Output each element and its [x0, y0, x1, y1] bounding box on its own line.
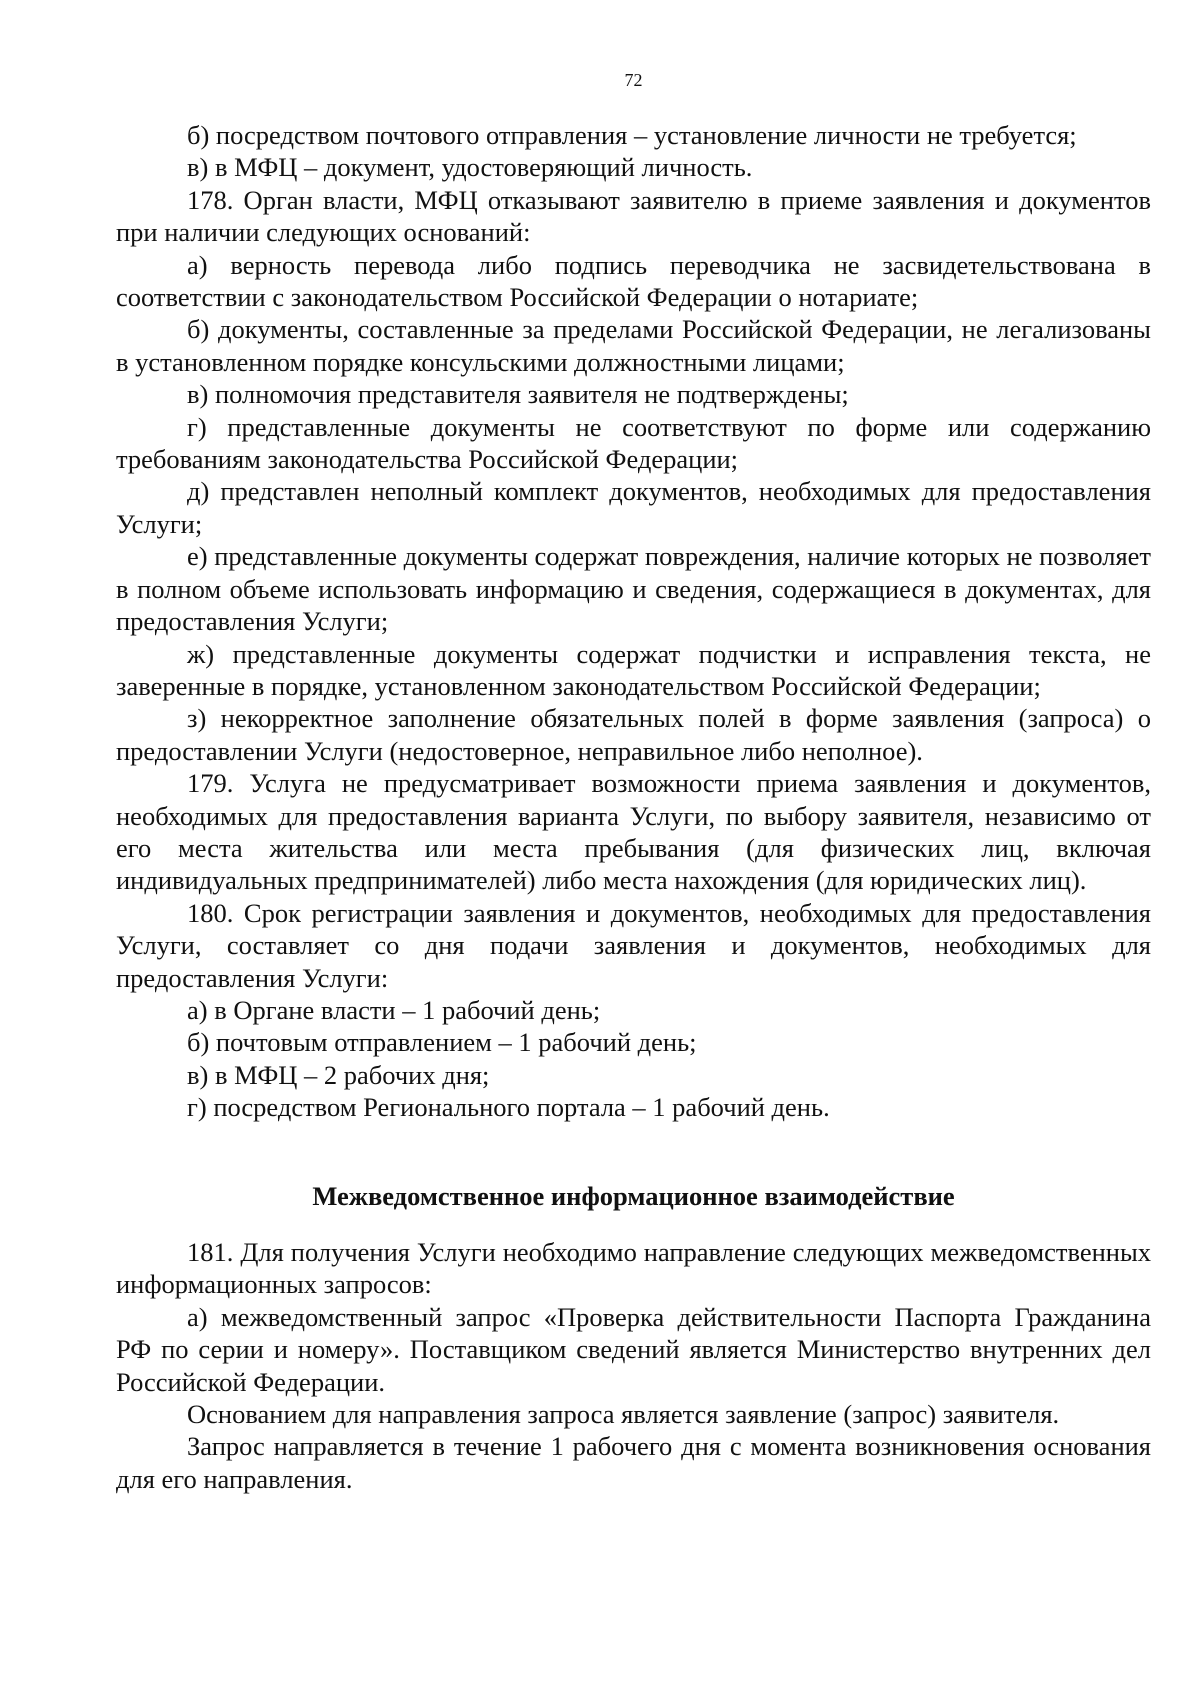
paragraph-180-g: г) посредством Регионального портала – 1 рабочий день.: [187, 1092, 830, 1123]
paragraph-178-z: з) некорректное заполнение обязательных полей в форме заявления (запроса) о предоставлении Услуги (недостоверное, неправильное либо неполное).: [116, 703, 1151, 766]
paragraph-180: 180. Срок регистрации заявления и документов, необходимых для предоставления Услуги, составляет со дня подачи заявления и документов, необходимых для предоставления Услуги:: [116, 897, 1151, 993]
paragraph-180-b: б) почтовым отправлением – 1 рабочий день;: [187, 1027, 697, 1058]
paragraph-b-postal: б) посредством почтового отправления – установление личности не требуется;: [187, 120, 1077, 150]
paragraph-v-mfc: в) в МФЦ – документ, удостоверяющий личность.: [187, 152, 753, 183]
paragraph-181-a: а) межведомственный запрос «Проверка действительности Паспорта Гражданина РФ по серии и номеру». Поставщиком сведений является Министерство внутренних дел Российской Федерации.: [116, 1301, 1151, 1397]
paragraph-178-v: в) полномочия представителя заявителя не подтверждены;: [187, 379, 849, 410]
paragraph-178-zh: ж) представленные документы содержат подчистки и исправления текста, не заверенные в порядке, установленном законодательством Российской Федерации;: [116, 638, 1151, 701]
paragraph-178: 178. Орган власти, МФЦ отказывают заявителю в приеме заявления и документов при наличии следующих оснований:: [116, 184, 1151, 248]
paragraph-180-a: а) в Органе власти – 1 рабочий день;: [187, 994, 601, 1025]
paragraph-178-a: а) верность перевода либо подпись переводчика не засвидетельствована в соответствии с законодательством Российской Федерации о нотариате;: [116, 249, 1151, 313]
paragraph-request-timing: Запрос направляется в течение 1 рабочего дня с момента возникновения основания для его направления.: [116, 1431, 1151, 1494]
section-heading: Межведомственное информационное взаимодействие: [312, 1180, 955, 1211]
page-number: 72: [624, 70, 643, 90]
paragraph-178-e: е) представленные документы содержат повреждения, наличие которых не позволяет в полном объеме использовать информацию и сведения, содержащиеся в документах, для предоставления Услуги;: [116, 541, 1151, 637]
paragraph-178-d: д) представлен неполный комплект документов, необходимых для предоставления Услуги;: [116, 476, 1151, 539]
document-body: [116, 119, 1151, 1495]
paragraph-178-g: г) представленные документы не соответствуют по форме или содержанию требованиям законодательства Российской Федерации;: [116, 411, 1151, 475]
paragraph-179: 179. Услуга не предусматривает возможности приема заявления и документов, необходимых для предоставления варианта Услуги, по выбору заявителя, независимо от его места жительства или места пребывания (для физических лиц, включая индивидуальных предпринимателей) либо места нахождения (для юридических лиц).: [116, 768, 1151, 896]
paragraph-180-v: в) в МФЦ – 2 рабочих дня;: [187, 1059, 490, 1090]
paragraph-request-basis: Основанием для направления запроса является заявление (запрос) заявителя.: [187, 1399, 1060, 1430]
paragraph-178-b: б) документы, составленные за пределами Российской Федерации, не легализованы в установленном порядке консульскими должностными лицами;: [116, 314, 1151, 377]
paragraph-181: 181. Для получения Услуги необходимо направление следующих межведомственных информационных запросов:: [116, 1237, 1151, 1300]
